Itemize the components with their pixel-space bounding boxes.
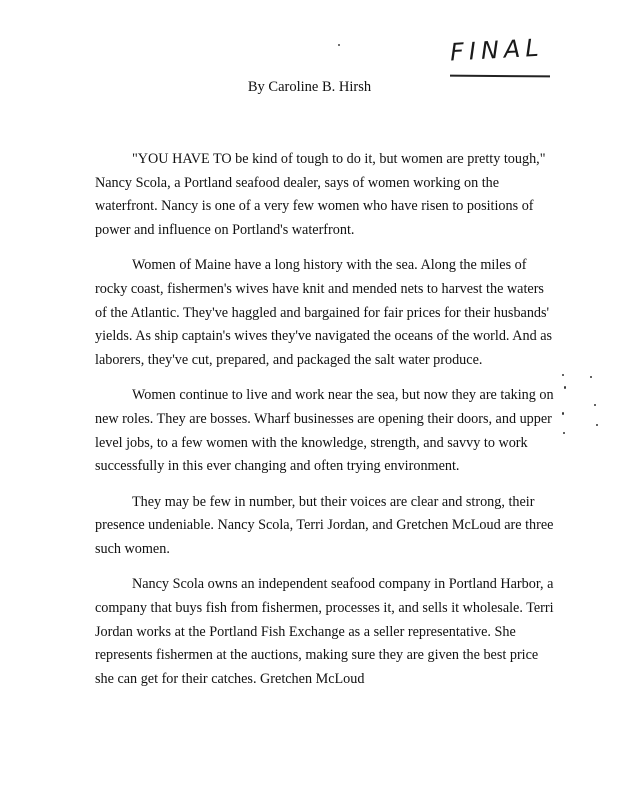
speck [562, 374, 564, 376]
byline: By Caroline B. Hirsh [247, 79, 372, 95]
stamp-text: FINAL [449, 33, 545, 67]
stamp-underline [450, 75, 550, 78]
scan-mark [338, 44, 340, 46]
paragraph-3: Women continue to live and work near the sea, but now they are taking on new roles. They are bosses. Wharf businesses are opening their doors, and upper level jobs, to a few women with the knowledge, strength, and savvy to work successfully in this ever changing and often trying environment. [95, 387, 554, 475]
speck [563, 432, 565, 434]
speck [594, 404, 596, 406]
paragraph-1: "YOU HAVE TO be kind of tough to do it, but women are pretty tough," Nancy Scola, a Portland seafood dealer, says of women working on the waterfront. Nancy is one of a very few women who have risen to positions of power and influence on Portland's waterfront. [95, 151, 546, 239]
paragraph-2: Women of Maine have a long history with the sea. Along the miles of rocky coast, fishermen's wives have knit and mended nets to harvest the waters of the Atlantic. They've haggled and bargained for fair prices for their husbands' yields. As ship captain's wives they've navigated the oceans of the world. And as laborers, they've cut, prepared, and packaged the salt water produce. [95, 257, 553, 369]
final-handwritten-stamp [448, 33, 552, 82]
speck [562, 412, 564, 415]
article-body [95, 148, 555, 703]
scan-specks [560, 370, 600, 450]
speck [596, 424, 598, 426]
paragraph-5: Nancy Scola owns an independent seafood company in Portland Harbor, a company that buys fish from fishermen, processes it, and sells it wholesale. Terri Jordan works at the Portland Fish Exchange as a seller representative. She represents fishermen at the auctions, making sure they are given the best price she can get for their catches. Gretchen McLoud [95, 576, 554, 688]
speck [590, 376, 592, 378]
speck [564, 386, 566, 389]
paragraph-4: They may be few in number, but their voices are clear and strong, their presence undeniable. Nancy Scola, Terri Jordan, and Gretchen McLoud are three such women. [95, 493, 554, 558]
